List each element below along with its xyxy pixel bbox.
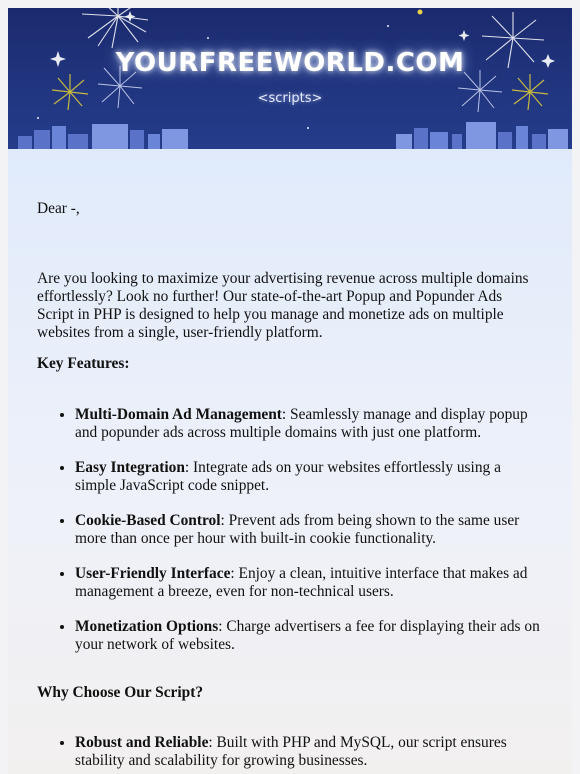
brand-logo-text: YOURFREEWORLD.COM <box>115 48 465 78</box>
feature-title: Easy Integration <box>75 459 185 476</box>
reason-title: Robust and Reliable <box>75 734 209 751</box>
feature-title: Multi-Domain Ad Management <box>75 406 282 423</box>
key-features-list <box>37 406 545 671</box>
greeting: Dear -, <box>37 200 80 217</box>
why-choose-heading: Why Choose Our Script? <box>37 684 204 701</box>
intro-paragraph: Are you looking to maximize your advertising revenue across multiple domains effortlessly? Look no further! Our state-of-the-art Popup and Popunder Ads Script in PHP is designed to help you manage and monetize ads on multiple websites from a single, user-friendly platform. <box>37 270 529 341</box>
feature-text: : Prevent ads from being shown to the same user more than once per hour with built-in cookie functionality. <box>75 512 520 547</box>
feature-text: : Seamlessly manage and display popup and popunder ads across multiple domains with just one platform. <box>75 406 528 441</box>
feature-title: Monetization Options <box>75 618 219 635</box>
reason-text: : Built with PHP and MySQL, our script ensures stability and scalability for growing businesses. <box>75 734 507 769</box>
feature-text: : Enjoy a clean, intuitive interface that makes ad management a breeze, even for non-technical users. <box>75 565 528 600</box>
list-item <box>75 618 545 654</box>
list-item <box>75 565 545 601</box>
list-item <box>75 512 545 548</box>
brand-tagline: <scripts> <box>257 91 323 106</box>
feature-title: User-Friendly Interface <box>75 565 231 582</box>
why-choose-list <box>37 734 545 774</box>
fireworks-skyline-illustration <box>8 8 572 149</box>
firework-white-top <box>82 8 148 48</box>
list-item <box>75 406 545 442</box>
feature-title: Cookie-Based Control <box>75 512 221 529</box>
email-body <box>8 8 572 774</box>
feature-text: : Charge advertisers a fee for displaying their ads on your network of websites. <box>75 618 540 653</box>
skyline-right <box>396 122 568 149</box>
key-features-heading: Key Features: <box>37 355 130 372</box>
list-item <box>75 459 545 495</box>
list-item <box>75 734 545 770</box>
feature-text: : Integrate ads on your websites effortlessly using a simple JavaScript code snippet. <box>75 459 501 494</box>
skyline-left <box>18 124 188 149</box>
header-banner <box>8 8 572 149</box>
